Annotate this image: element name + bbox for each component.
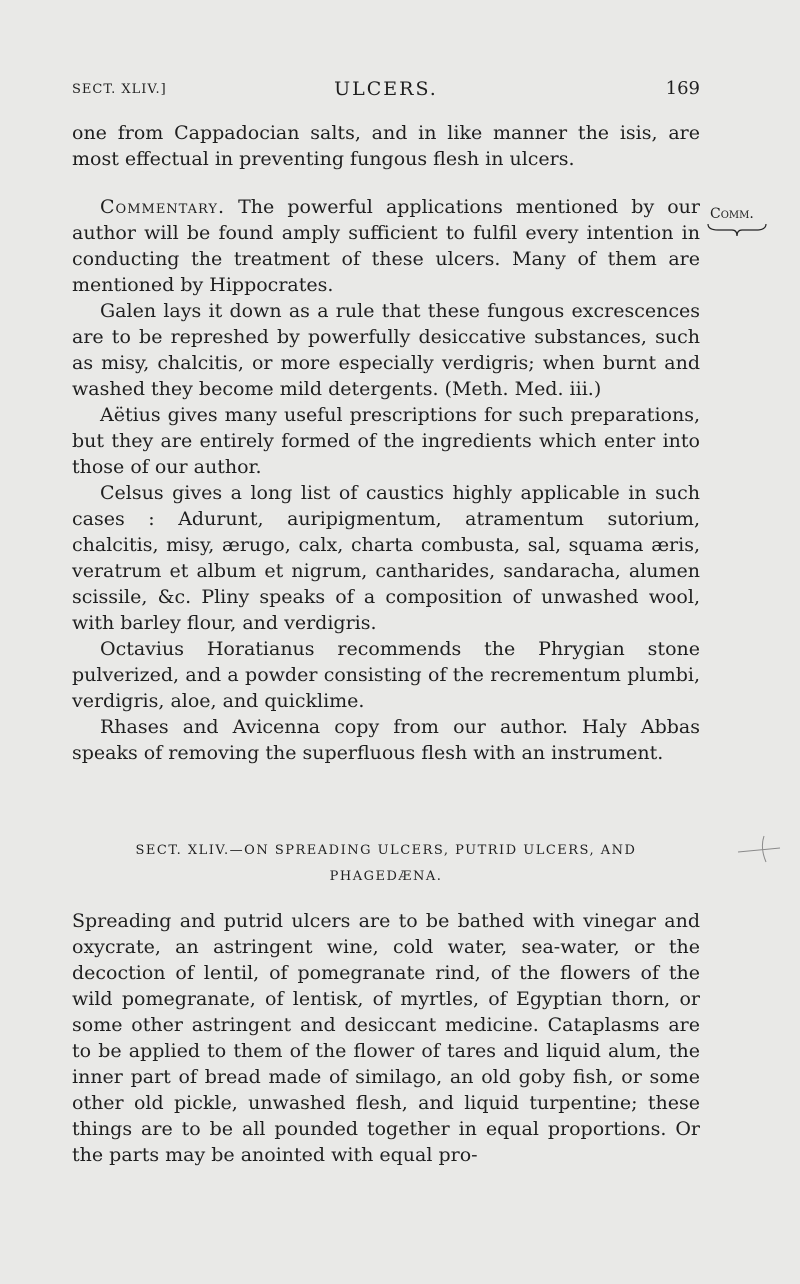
section-heading xyxy=(72,838,700,890)
paragraph: Aëtius gives many useful prescriptions for such preparations, but they are entirely formed of the ingredients which enter into those of our author. xyxy=(72,404,700,478)
commentary-label: Commentary. xyxy=(100,196,226,218)
section-heading-line1: SECT. XLIV.—ON SPREADING ULCERS, PUTRID ULCERS, AND xyxy=(135,843,637,858)
header-title: ULCERS. xyxy=(334,78,438,100)
paragraph: Rhases and Avicenna copy from our author. Haly Abbas speaks of removing the superfluous flesh with an instrument. xyxy=(72,716,700,764)
running-header xyxy=(72,78,700,102)
pencil-mark xyxy=(736,834,786,864)
main-text xyxy=(72,120,700,766)
paragraph: Celsus gives a long list of caustics highly applicable in such cases : Adurunt, auripigmentum, atramentum sutorium, chalcitis, misy, ærugo, calx, charta combusta, sal, squama æris, veratrum et album et nigrum, cantharides, sandaracha, alumen scissile, &c. Pliny speaks of a composition of unwashed wool, with barley flour, and verdigris. xyxy=(72,482,700,634)
paragraph: Galen lays it down as a rule that these fungous excrescences are to be represhed by powerfully desiccative substances, such as misy, chalcitis, or more especially verdigris; when burnt and washed they become mild detergents. (Meth. Med. iii.) xyxy=(72,300,700,400)
page-number: 169 xyxy=(665,78,700,99)
margin-brace xyxy=(706,222,768,238)
commentary-paragraph xyxy=(72,194,700,298)
section-text xyxy=(72,908,700,1168)
commentary-text: The powerful applications mentioned by our author will be found amply sufficient to fulfil every intention in conducting the treatment of these ulcers. Many of them are mentioned by Hippocrates. xyxy=(72,196,701,296)
section-heading-line2: PHAGEDÆNA. xyxy=(329,869,443,884)
paragraph: Octavius Horatianus recommends the Phrygian stone pulverized, and a powder consisting of the recrementum plumbi, verdigris, aloe, and quicklime. xyxy=(72,638,700,712)
header-section: SECT. XLIV.] xyxy=(72,82,167,97)
paragraph: one from Cappadocian salts, and in like manner the isis, are most effectual in preventing fungous flesh in ulcers. xyxy=(72,122,700,170)
margin-note: Comm. xyxy=(710,206,754,222)
paragraph: Spreading and putrid ulcers are to be bathed with vinegar and oxycrate, an astringent wine, cold water, sea-water, or the decoction of lentil, of pomegranate rind, of the flowers of the wild pomegranate, of lentisk, of myrtles, of Egyptian thorn, or some other astringent and desiccant medicine. Cataplasms are to be applied to them of the flower of tares and liquid alum, the inner part of bread made of similago, an old goby fish, or some other old pickle, unwashed flesh, and liquid turpentine; these things are to be all pounded together in equal proportions. Or the parts may be anointed with equal pro- xyxy=(72,910,700,1166)
